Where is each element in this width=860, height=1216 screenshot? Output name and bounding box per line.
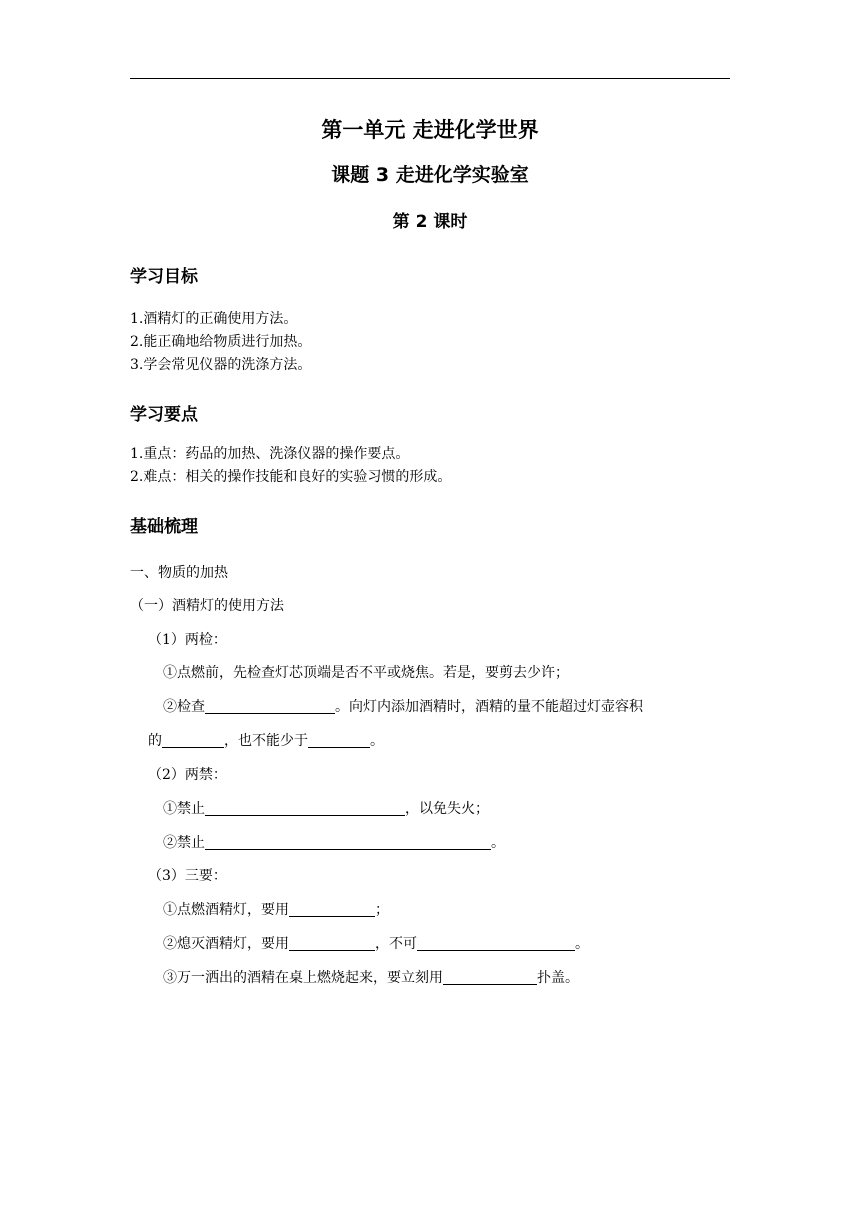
two-bans-label: （2）两禁： [148, 767, 227, 783]
ban2-line [163, 833, 505, 853]
key-points-heading: 学习要点 [130, 405, 198, 425]
three-musts-label: （3）三要： [148, 868, 227, 884]
blank-min-volume[interactable] [308, 731, 370, 748]
basics-heading: 基础梳理 [130, 517, 198, 537]
check2-text-d: ，也不能少于 [224, 733, 308, 749]
check2-line [163, 697, 643, 717]
part-heading: 一、物质的加热 [130, 565, 228, 581]
check2-text-e: 。 [370, 733, 384, 749]
check2-line-cont [148, 731, 384, 751]
goal-item: 1.酒精灯的正确使用方法。 [130, 311, 298, 327]
blank-ban1[interactable] [205, 799, 405, 816]
blank-must1[interactable] [289, 900, 375, 917]
goals-heading: 学习目标 [130, 267, 198, 287]
must1-text-b: ； [375, 902, 389, 918]
key-point-item: 1.重点：药品的加热、洗涤仪器的操作要点。 [130, 446, 410, 462]
ban2-text-b: 。 [491, 835, 505, 851]
blank-must2a[interactable] [289, 934, 375, 951]
must2-text-b: ，不可 [375, 936, 417, 952]
must3-text-a: ③万一洒出的酒精在桌上燃烧起来，要立刻用 [163, 970, 443, 986]
blank-max-volume[interactable] [162, 731, 224, 748]
ban2-text-a: ②禁止 [163, 835, 205, 851]
blank-must2b[interactable] [417, 934, 575, 951]
check2-text-b: 。向灯内添加酒精时，酒精的量不能超过灯壶容积 [335, 699, 643, 715]
must2-text-a: ②熄灭酒精灯，要用 [163, 936, 289, 952]
must2-text-c: 。 [575, 936, 589, 952]
header-rule [130, 78, 730, 79]
topic-title: 课题 3 走进化学实验室 [331, 164, 529, 186]
ban1-text-b: ，以免失火； [405, 801, 489, 817]
goal-item: 2.能正确地给物质进行加热。 [130, 334, 312, 350]
blank-must3[interactable] [443, 968, 537, 985]
unit-title: 第一单元 走进化学世界 [321, 118, 539, 142]
check2-text-a: ②检查 [163, 699, 205, 715]
ban1-text-a: ①禁止 [163, 801, 205, 817]
must3-line [163, 968, 579, 988]
must1-line [163, 900, 389, 920]
key-point-item: 2.难点：相关的操作技能和良好的实验习惯的形成。 [130, 469, 452, 485]
ban1-line [163, 799, 489, 819]
blank-check-item[interactable] [205, 697, 335, 714]
check1-text: ①点燃前，先检查灯芯顶端是否不平或烧焦。若是，要剪去少许； [163, 665, 569, 681]
blank-ban2[interactable] [205, 833, 491, 850]
two-checks-label: （1）两检： [148, 632, 227, 648]
must1-text-a: ①点燃酒精灯，要用 [163, 902, 289, 918]
lesson-title: 第 2 课时 [392, 212, 468, 232]
must3-text-b: 扑盖。 [537, 970, 579, 986]
must2-line [163, 934, 589, 954]
goal-item: 3.学会常见仪器的洗涤方法。 [130, 357, 312, 373]
sub-heading: （一）酒精灯的使用方法 [130, 598, 284, 614]
check2-text-c: 的 [148, 733, 162, 749]
